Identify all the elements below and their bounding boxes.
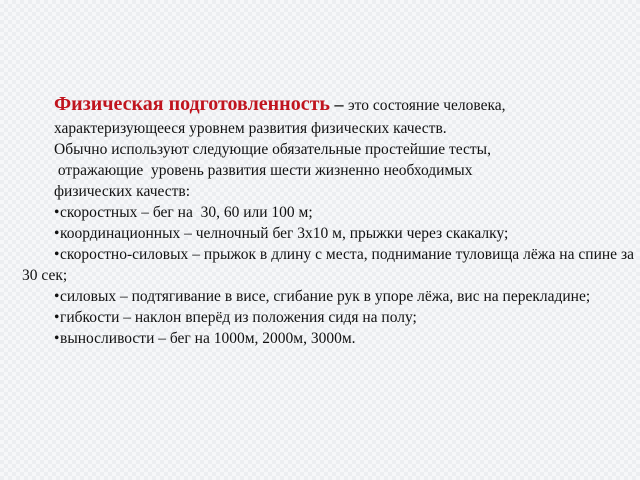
definition-line: [22, 92, 634, 118]
bullet-icon: •: [54, 246, 60, 263]
list-item-text: скоростно-силовых – прыжок в длину с места, поднимание туловища лёжа на спине за 30 сек;: [22, 246, 634, 284]
definition-line-2: характеризующееся уровнем развития физических качеств.: [54, 120, 447, 137]
tests-intro-line-1: Обычно используют следующие обязательные простейшие тесты,: [54, 141, 491, 158]
list-item-coordination: [22, 223, 634, 244]
list-item-text: скоростных – бег на 30, 60 или 100 м;: [60, 204, 313, 221]
text-block: [22, 92, 634, 349]
tests-intro-line-2: отражающие уровень развития шести жизненно необходимых: [54, 162, 473, 179]
list-item-endurance: [22, 328, 634, 349]
bullet-icon: •: [54, 330, 60, 347]
list-item-text: гибкости – наклон вперёд из положения сидя на полу;: [60, 309, 417, 326]
list-item-text: координационных – челночный бег 3х10 м, прыжки через скакалку;: [60, 225, 509, 242]
term-dash: –: [330, 94, 348, 114]
list-item-strength: [22, 286, 634, 307]
list-item-speed-strength: [22, 244, 634, 286]
tests-intro-line-3: физических качеств:: [54, 183, 191, 200]
list-item-flexibility: [22, 307, 634, 328]
definition-start: это состояние человека,: [348, 97, 506, 114]
list-item-text: силовых – подтягивание в висе, сгибание рук в упоре лёжа, вис на перекладине;: [60, 288, 591, 305]
bullet-icon: •: [54, 204, 60, 221]
bullet-icon: •: [54, 288, 60, 305]
bullet-icon: •: [54, 225, 60, 242]
bullet-icon: •: [54, 309, 60, 326]
list-item-speed: [22, 202, 634, 223]
term-heading: Физическая подготовленность: [54, 93, 330, 115]
list-item-text: выносливости – бег на 1000м, 2000м, 3000м.: [60, 330, 356, 347]
